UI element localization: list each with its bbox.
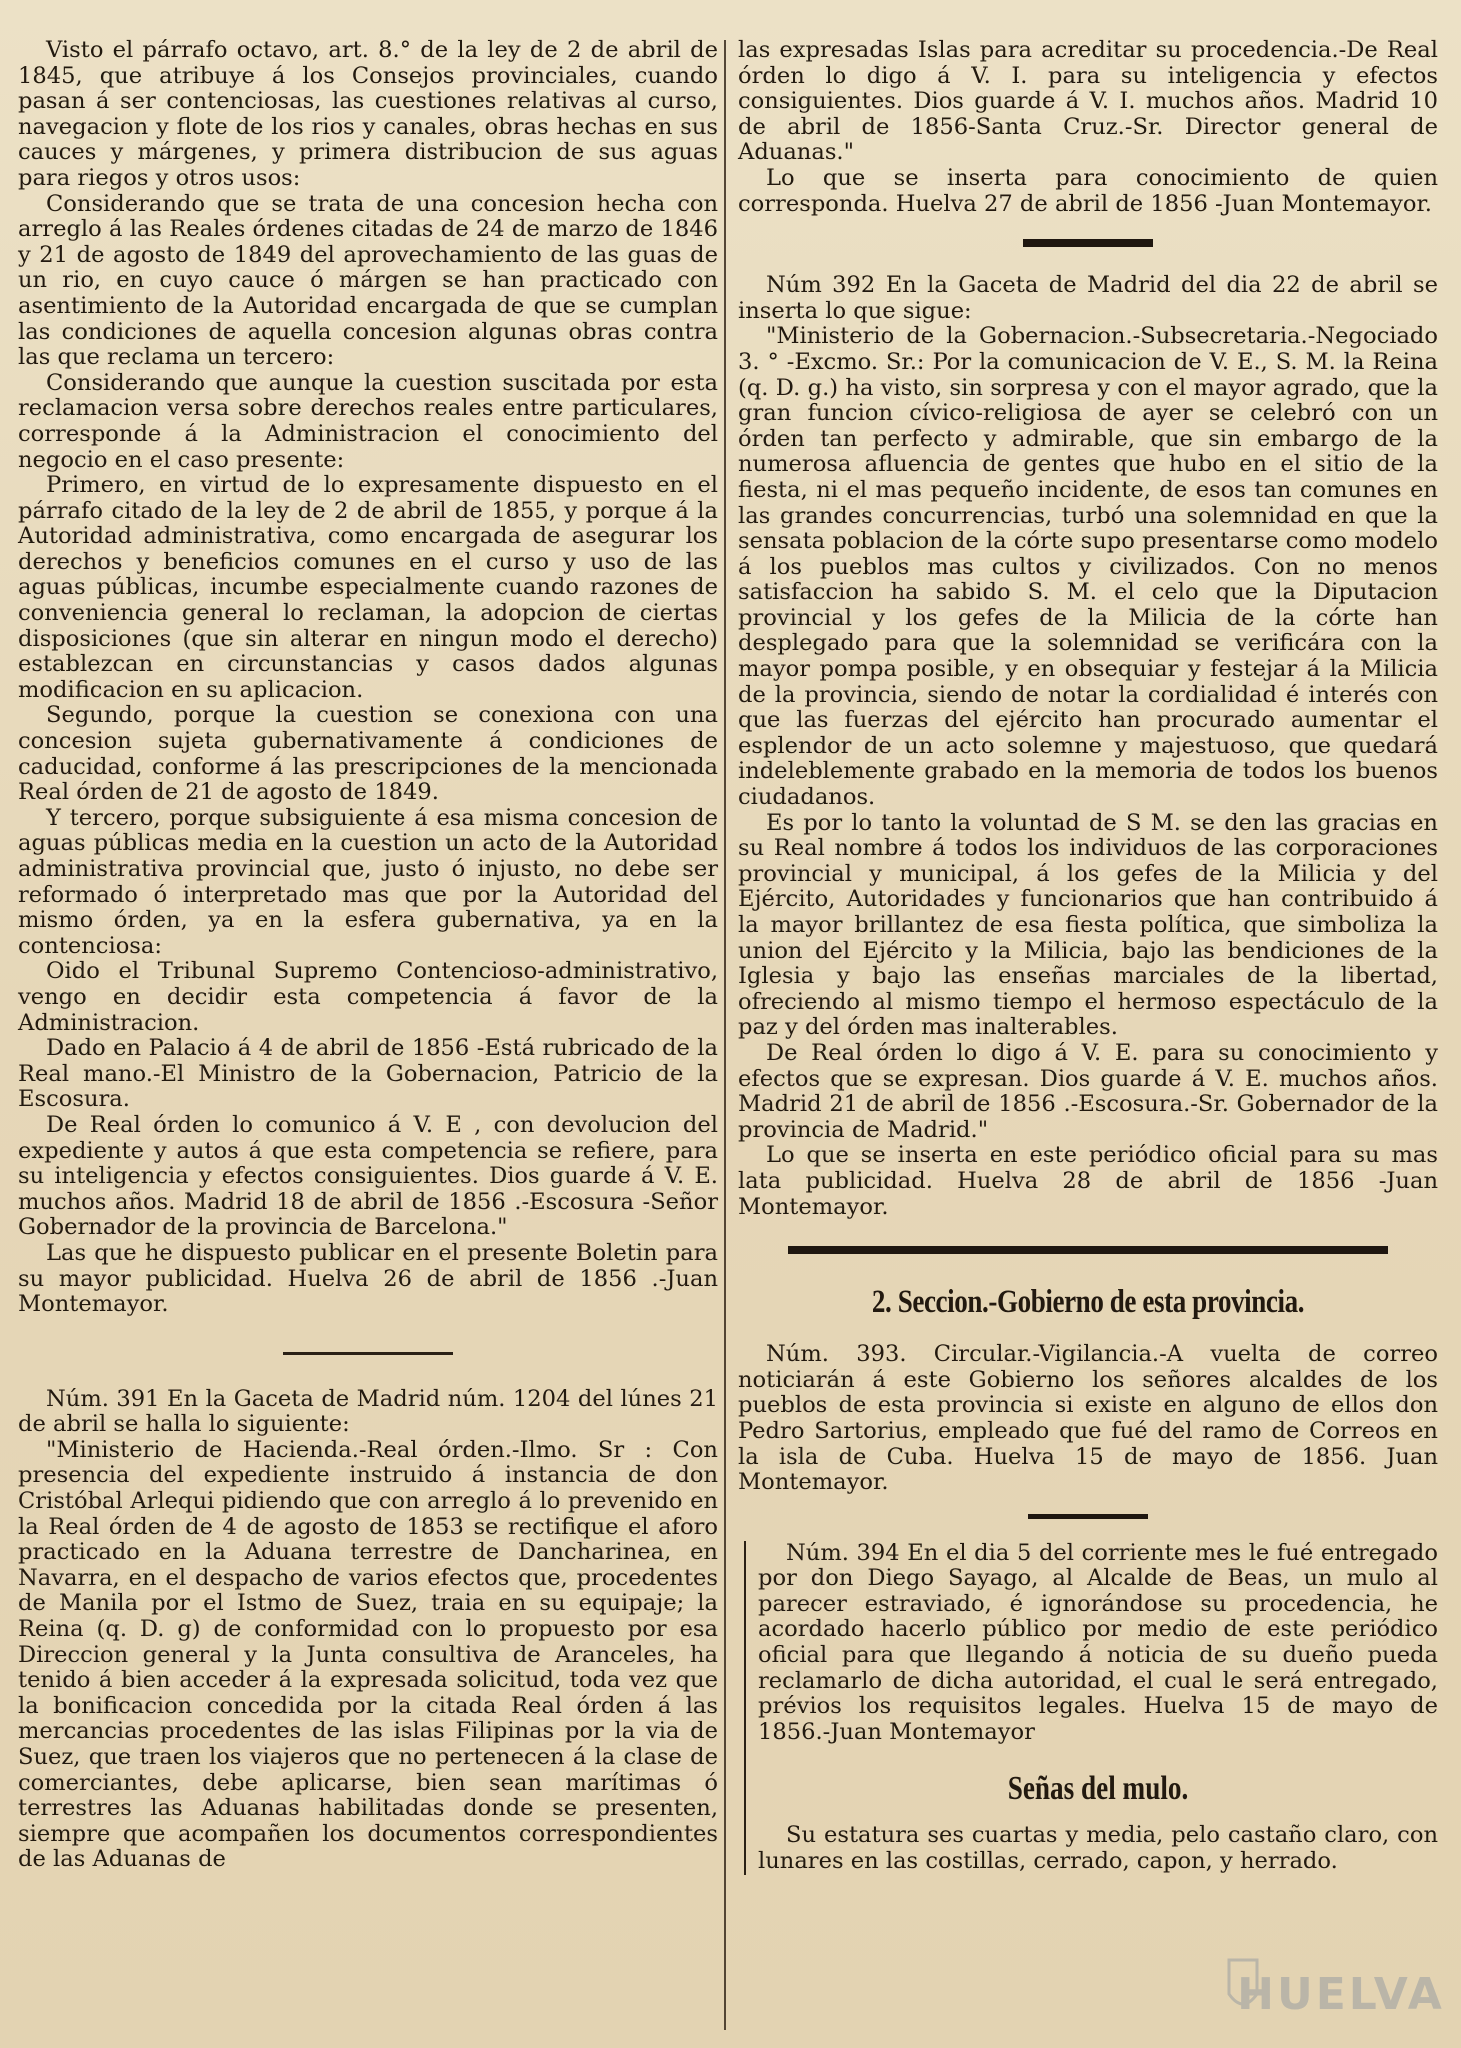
divider-rule bbox=[283, 1352, 453, 1355]
library-stamp bbox=[1221, 1954, 1445, 2034]
stamp-shield-icon bbox=[1221, 1954, 1421, 2034]
notice-394-box bbox=[744, 1541, 1438, 1875]
paragraph: Lo que se inserta en este periódico oficial para su mas lata publicidad. Huelva 28 de abril de 1856 -Juan Montemayor. bbox=[738, 1142, 1438, 1220]
section-rule bbox=[788, 1246, 1388, 1254]
paragraph: De Real órden lo digo á V. E. para su conocimiento y efectos que se expresan. Dios guarde á V. E. muchos años. Madrid 21 de abril de 1856 .-Escosura.-Sr. Gobernador de la provincia de Madrid." bbox=[738, 1039, 1438, 1143]
notice-391-heading: Núm. 391 En la Gaceta de Madrid núm. 1204 del lúnes 21 de abril se halla lo siguiente: bbox=[18, 1385, 718, 1438]
divider-rule bbox=[1028, 1514, 1148, 1519]
paragraph: Segundo, porque la cuestion se conexiona con una concesion sujeta gubernativamente á condiciones de caducidad, conforme á las prescripciones de la mencionada Real órden de 21 de agosto de 1849. bbox=[18, 702, 718, 806]
paragraph: Es por lo tanto la voluntad de S M. se den las gracias en su Real nombre á todos los individuos de las corporaciones provincial y municipal, á los gefes de la Milicia y del Ejército, Autoridades y funcionarios que han contribuido á la mayor brillantez de esa fiesta política, que simboliza la union del Ejército y la Milicia, bajo las bendiciones de la Iglesia y bajo las enseñas marciales de la libertad, ofreciendo al mismo tiempo el hermoso espectáculo de la paz y del órden mas inalterables. bbox=[738, 809, 1438, 1041]
paragraph: Oido el Tribunal Supremo Contencioso-administrativo, vengo en decidir esta competencia á favor de la Administracion. bbox=[18, 958, 718, 1036]
stamp-text: HUELVA bbox=[1237, 1968, 1445, 2020]
right-column bbox=[738, 38, 1438, 1875]
paragraph: Visto el párrafo octavo, art. 8.° de la ley de 2 de abril de 1845, que atribuye á los Consejos provinciales, cuando pasan á ser contenciosas, las cuestiones relativas al curso, navegacion y flote de los rios y canales, obras hechas en sus cauces y márgenes, y primera distribucion de sus aguas para riegos y otros usos: bbox=[18, 37, 718, 191]
notice-393: Núm. 393. Circular.-Vigilancia.-A vuelta de correo noticiarán á este Gobierno los señores alcaldes de los pueblos de esta provincia si existe en alguno de ellos don Pedro Sartorius, empleado que fué del ramo de Correos en la isla de Cuba. Huelva 15 de mayo de 1856. Juan Montemayor. bbox=[738, 1341, 1438, 1496]
column-divider bbox=[724, 40, 726, 2030]
mule-description: Su estatura ses cuartas y media, pelo castaño claro, con lunares en las costillas, cerrado, capon, y herrado. bbox=[758, 1822, 1438, 1875]
paragraph: Lo que se inserta para conocimiento de quien corresponda. Huelva 27 de abril de 1856 -Juan Montemayor. bbox=[738, 164, 1438, 217]
notice-394: Núm. 394 En el dia 5 del corriente mes le fué entregado por don Diego Sayago, al Alcalde de Beas, un mulo al parecer estraviado, é ignorándose su procedencia, he acordado hacerlo público por medio de este periódico oficial para que llegando á noticia de su dueño pueda reclamarlo de dicha autoridad, el cual le será entregado, prévios los requisitos legales. Huelva 15 de mayo de 1856.-Juan Montemayor bbox=[758, 1539, 1438, 1745]
mule-description-title: Señas del mulo. bbox=[1007, 1770, 1189, 1808]
notice-392-heading: Núm 392 En la Gaceta de Madrid del dia 22 de abril se inserta lo que sigue: bbox=[738, 272, 1438, 324]
paragraph: las expresadas Islas para acreditar su procedencia.-De Real órden lo digo á V. I. para su inteligencia y efectos consiguientes. Dios guarde á V. I. muchos años. Madrid 10 de abril de 1856-Santa Cruz.-Sr. Director general de Aduanas." bbox=[738, 37, 1438, 166]
left-column bbox=[18, 38, 718, 1873]
paragraph: De Real órden lo comunico á V. E , con devolucion del expediente y autos á que esta competencia se refiere, para su inteligencia y efectos consiguientes. Dios guarde á V. E. muchos años. Madrid 18 de abril de 1856 .-Escosura -Señor Gobernador de la provincia de Barcelona." bbox=[18, 1111, 718, 1241]
paragraph: Considerando que aunque la cuestion suscitada por esta reclamacion versa sobre derechos reales entre particulares, corresponde á la Administracion el conocimiento del negocio en el caso presente: bbox=[18, 369, 718, 473]
paragraph: "Ministerio de Hacienda.-Real órden.-Ilmo. Sr : Con presencia del expediente instruido á instancia de don Cristóbal Arlequi pidiendo que con arreglo á lo prevenido en la Real órden de 4 de agosto de 1853 se rectifique el aforo practicado en la Aduana terrestre de Dancharinea, en Navarra, en el despacho de varios efectos que, procedentes de Manila por el Istmo de Suez, traia en su equipaje; la Reina (q. D. g) de conformidad con lo propuesto por esa Direccion general y la Junta consultiva de Aranceles, ha tenido á bien acceder á la expresada solicitud, toda vez que la bonificacion concedida por la citada Real órden á las mercancias procedentes de las islas Filipinas por la via de Suez, que traen los viajeros que no pertenecen á la clase de comerciantes, debe aplicarse, bien sean marítimas ó terrestres las Aduanas habilitadas donde se presenten, siempre que acompañen los documentos correspondientes de las Aduanas de bbox=[18, 1436, 718, 1873]
section-title: 2. Seccion.-Gobierno de esta provincia. bbox=[871, 1284, 1305, 1321]
paragraph: Considerando que se trata de una concesion hecha con arreglo á las Reales órdenes citadas de 24 de marzo de 1846 y 21 de agosto de 1849 del aprovechamiento de las guas de un rio, en cuyo cauce ó márgen se han practicado con asentimiento de la Autoridad encargada de que se cumplan las condiciones de aquella concesion algunas obras contra las que reclama un tercero: bbox=[18, 190, 718, 371]
paragraph: Dado en Palacio á 4 de abril de 1856 -Está rubricado de la Real mano.-El Ministro de la Gobernacion, Patricio de la Escosura. bbox=[18, 1035, 718, 1113]
paragraph: "Ministerio de la Gobernacion.-Subsecretaria.-Negociado 3. ° -Excmo. Sr.: Por la comunicacion de V. E., S. M. la Reina (q. D. g.) ha visto, sin sorpresa y con el mayor agrado, que la gran funcion cívico-religiosa de ayer se celebró con un órden tan perfecto y admirable, que sin embargo de la numerosa afluencia de gentes que hubo en el sitio de la fiesta, ni el mas pequeño incidente, de esos tan comunes en las grandes concurrencias, turbó una solemnidad en que la sensata poblacion de la córte supo presentarse como modelo á los pueblos mas cultos y civilizados. Con no menos satisfaccion ha sabido S. M. el celo que la Diputacion provincial y los gefes de la Milicia de la córte han desplegado para que la solemnidad se verificára con la mayor pompa posible, y en obsequiar y festejar á la Milicia de la provincia, siendo de notar la cordialidad é interés con que las fuerzas del ejército han procurado aumentar el esplendor de un acto solemne y majestuoso, que quedará indeleblemente grabado en la memoria de todos los buenos ciudadanos. bbox=[738, 323, 1438, 811]
paragraph: Primero, en virtud de lo expresamente dispuesto en el párrafo citado de la ley de 2 de abril de 1855, y porque á la Autoridad administrativa, como encargada de asegurar los derechos y beneficios comunes en el curso y uso de las aguas públicas, incumbe especialmente cuando razones de conveniencia general lo reclaman, la adopcion de ciertas disposiciones (que sin alterar en ningun modo el derecho) establezcan en circunstancias y casos dados algunas modificacion en su aplicacion. bbox=[18, 472, 718, 703]
divider-rule bbox=[1023, 239, 1153, 247]
paragraph: Las que he dispuesto publicar en el presente Boletin para su mayor publicidad. Huelva 26 de abril de 1856 .-Juan Montemayor. bbox=[18, 1239, 718, 1318]
paragraph: Y tercero, porque subsiguiente á esa misma concesion de aguas públicas media en la cuestion un acto de la Autoridad administrativa provincial que, justo ó injusto, no debe ser reformado ó interpretado mas que por la Autoridad del mismo órden, ya en la esfera gubernativa, ya en la contenciosa: bbox=[18, 804, 718, 959]
